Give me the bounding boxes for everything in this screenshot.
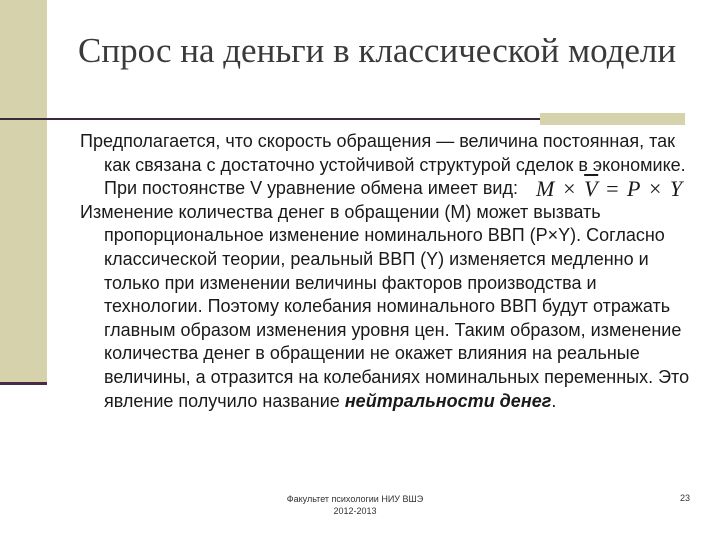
slide-body <box>80 130 700 413</box>
decorative-side-bar <box>0 0 47 383</box>
page-number: 23 <box>679 493 690 503</box>
paragraph-end: . <box>551 390 557 411</box>
formula-rhs: P × Y <box>627 176 684 202</box>
title-accent-bar <box>540 113 685 125</box>
footer-faculty: Факультет психологии НИУ ВШЭ <box>286 494 424 504</box>
title-underline <box>0 118 540 120</box>
neutrality-term: нейтральности денег <box>344 390 552 411</box>
paragraph-velocity-text: Предполагается, что скорость обращения — величина постоянная, так как связана с достаточно устойчивой структурой сделок в экономике. При постоянстве V уравнение обмена имеет вид: <box>80 131 686 199</box>
side-bar-divider <box>0 382 47 385</box>
formula-times: × <box>555 176 585 202</box>
exchange-equation <box>536 176 683 201</box>
slide-title: Спрос на деньги в классической модели <box>78 31 677 70</box>
formula-v: $\overline{V}$ <box>584 176 599 202</box>
slide-footer <box>280 493 430 517</box>
paragraph-neutrality <box>80 201 700 413</box>
formula-m: M <box>535 176 556 202</box>
formula-equals: = <box>598 176 628 202</box>
paragraph-velocity <box>80 130 700 201</box>
paragraph-neutrality-text: Изменение количества денег в обращении (М) может вызвать пропорциональное изменение номинального ВВП (P×Y). Согласно классической теории, реальный ВВП (Y) изменяется медленно и только при изменении величины факторов производства и технологии. Поэтому колебания номинального ВВП будут отражать главным образом изменения уровня цен. Таким образом, изменение количества денег в обращении не окажет влияния на реальные величины, а отразится на колебаниях номинальных переменных. Это явление получило название <box>80 201 690 411</box>
footer-years: 2012-2013 <box>333 506 377 516</box>
